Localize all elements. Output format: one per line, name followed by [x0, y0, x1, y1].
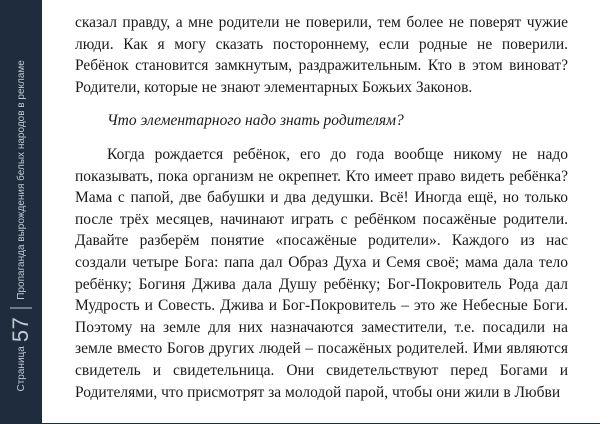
- sidebar-text: [0, 1, 42, 424]
- sidebar: [0, 0, 42, 423]
- section-question: Что элементарного надо знать родителям?: [107, 112, 404, 130]
- paragraph-2: Когда рождается ребёнок, его до года вообще никому не надо показывать, пока организм не окрепнет. Кто имеет право видеть ребёнка? Мама с папой, две бабушки и два дедушки. Всё! Иногда ещё, но только после трёх месяцев, начинают играть с ребёнком посажёные родители. Давайте разберём понятие «посажёные родители». Каждого из нас создали четыре Бога: папа дал Образ Духа и Семя своё; мама дала тело ребёнку; Богиня Джива дала Душу ребёнку; Бог-Покровитель Рода дал Мудрость и Совесть. Джива и Бог-Покровитель – это же Небесные Боги. Поэтому на земле для них назначаются заместители, т.е. посадили на земле вместо Богов других людей – посажёных родителей. Ими являются свидетель и свидетельница. Они свидетельствуют перед Богами и Родителями, что присмотрят за молодой парой, чтобы они жили в Любви: [75, 145, 568, 401]
- page-number: 57: [8, 316, 33, 343]
- page-label: Страница: [15, 346, 27, 392]
- sidebar-divider: [10, 308, 32, 309]
- page-content: [75, 12, 568, 403]
- paragraph-1: сказал правду, а мне родители не поверили, тем более не поверят чужие люди. Как я могу сказать постороннему, если родные не поверили. Ребёнок становится замкнутым, раздражительным. Кто в этом виноват? Родители, которые не знают элементарных Божьих Законов.: [75, 14, 568, 96]
- page: [42, 0, 600, 423]
- book-title: Пропаганда вырождения белых народов в рекламе: [15, 60, 27, 300]
